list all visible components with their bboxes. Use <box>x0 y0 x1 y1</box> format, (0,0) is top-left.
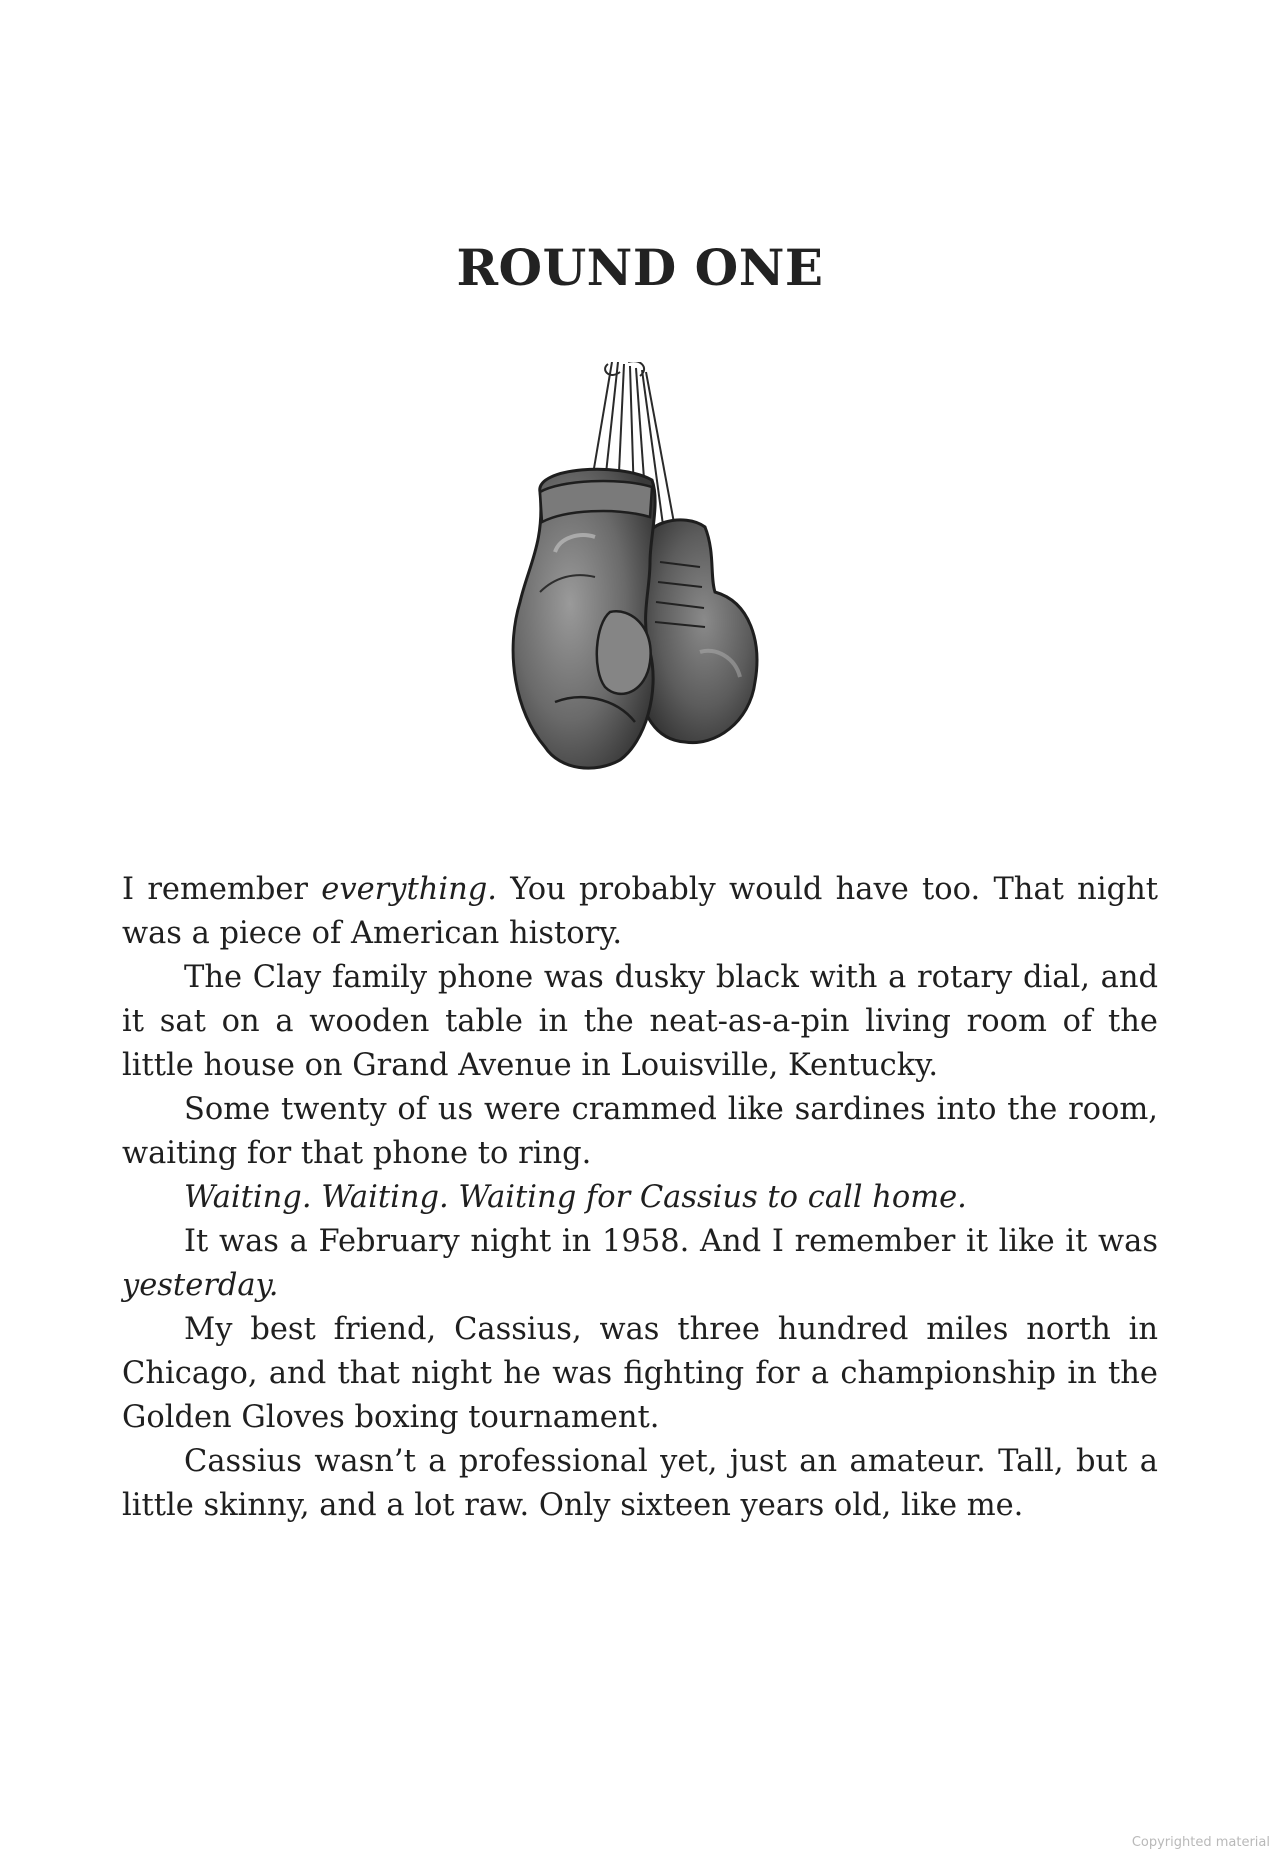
emphasis-text: everything. <box>321 872 497 907</box>
copyright-notice: Copyrighted material <box>1131 1835 1270 1850</box>
emphasis-text: Waiting. Waiting. Waiting for Cassius to call home. <box>184 1180 967 1215</box>
paragraph <box>122 1176 1158 1220</box>
paragraph <box>122 1308 1158 1440</box>
text-segment: I remember <box>122 872 322 907</box>
paragraph <box>122 1440 1158 1528</box>
text-segment: Cassius wasn’t a professional yet, just an amateur. Tall, but a little skinny, and a lot raw. Only sixteen years old, like me. <box>122 1444 1158 1523</box>
chapter-body <box>122 868 1158 1528</box>
text-segment: You probably would have too. That night was a piece of American history. <box>122 872 1158 951</box>
paragraph <box>122 956 1158 1088</box>
paragraph <box>122 1088 1158 1176</box>
text-segment: The Clay family phone was dusky black with a rotary dial, and it sat on a wooden table in the neat-as-a-pin living room of the little house on Grand Avenue in Louisville, Kentucky. <box>122 960 1158 1083</box>
chapter-title: ROUND ONE <box>456 238 824 297</box>
emphasis-text: yesterday. <box>122 1268 279 1303</box>
paragraph <box>122 868 1158 956</box>
text-segment: My best friend, Cassius, was three hundred miles north in Chicago, and that night he was fighting for a championship in the Golden Gloves boxing tournament. <box>122 1312 1158 1435</box>
paragraph <box>122 1220 1158 1308</box>
text-segment: Some twenty of us were crammed like sardines into the room, waiting for that phone to ring. <box>122 1092 1158 1171</box>
text-segment: It was a February night in 1958. And I remember it like it was <box>184 1224 1158 1259</box>
boxing-gloves-icon <box>500 362 790 812</box>
